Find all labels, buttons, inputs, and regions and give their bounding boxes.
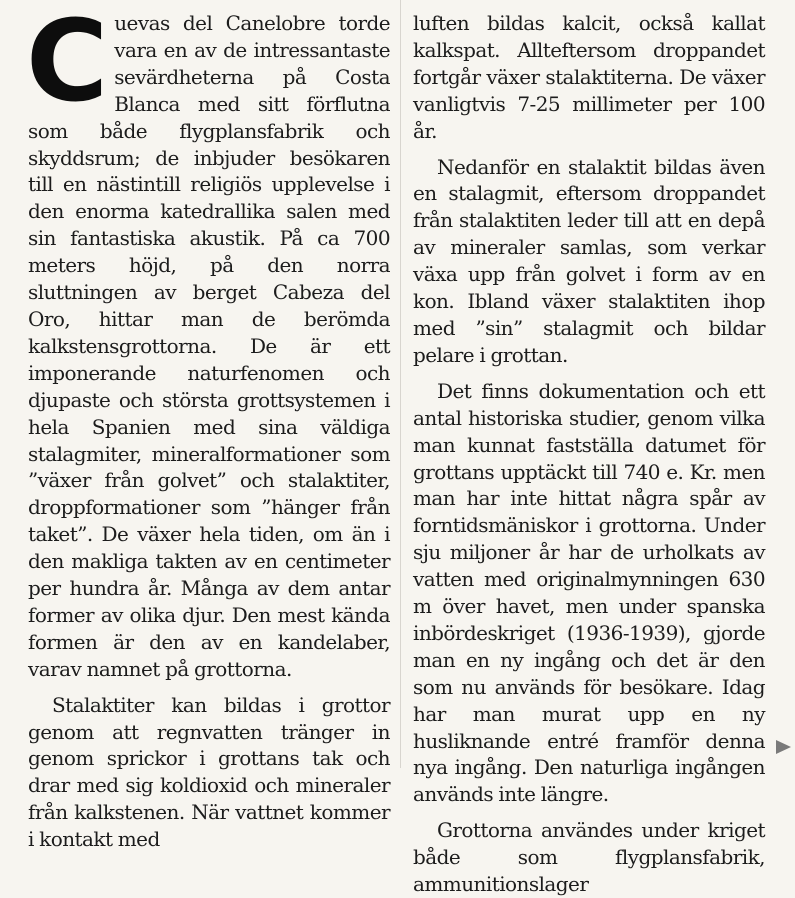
column-divider bbox=[400, 0, 401, 768]
intro-paragraph-text: uevas del Canelobre torde vara en av de intressantaste sevärdheterna på Costa Blanca med sitt förflutna som både flygplansfabrik och skyddsrum; de inbjuder besökaren till en nästintill religiös upplevelse i den enorma katedrallika salen med sin fantastiska akustik. På ca 700 meters höjd, på den norra sluttningen av berget Cabeza del Oro, hittar man de berömda kalkstensgrottorna. De är ett imponerande naturfenomen och djupaste och största grottsystemen i hela Spanien med sina väldiga stalagmiter, mineralformationer som ”växer från golvet” och stalaktiter, droppformationer som ”hänger från taket”. De växer hela tiden, om än i den makliga takten av en centimeter per hundra år. Många av dem antar former av olika djur. Den mest kända formen är den av en kandelaber, varav namnet på grottorna. bbox=[28, 11, 390, 681]
continue-arrow-icon bbox=[776, 740, 791, 754]
right-column bbox=[413, 10, 765, 898]
stalactite-paragraph: Stalaktiter kan bildas i grottor genom att regnvatten tränger in genom sprickor i grottans tak och drar med sig koldioxid och mineraler från kalkstenen. När vattnet kommer i kontakt med bbox=[28, 692, 390, 852]
history-paragraph: Det finns dokumentation och ett antal historiska studier, genom vilka man kunnat fastställa datumet för grottans upptäckt till 740 e. Kr. men man har inte hittat några spår av forntidsmäniskor i grottorna. Under sju miljoner år har de urholkats av vatten med originalmynningen 630 m över havet, men under spanska inbördeskriget (1936-1939), gjorde man en ny ingång och det är den som nu används för besökare. Idag har man murat upp en ny husliknande entré framför denna nya ingång. Den naturliga ingången används inte längre. bbox=[413, 378, 765, 807]
stalagmite-paragraph: Nedanför en stalaktit bildas även en stalagmit, eftersom droppandet från stalaktiten leder till att en depå av mineraler samlas, som verkar växa upp från golvet i form av en kon. Ibland växer stalaktiten ihop med ”sin” stalagmit och bildar pelare i grottan. bbox=[413, 154, 765, 367]
left-column bbox=[26, 0, 390, 853]
calcite-paragraph: luften bildas kalcit, också kallat kalkspat. Allteftersom droppandet fortgår växer stalaktiterna. De växer vanligtvis 7-25 millimeter per 100 år. bbox=[413, 11, 765, 143]
intro-paragraph bbox=[26, 0, 390, 683]
war-use-paragraph: Grottorna användes under kriget både som flygplansfabrik, ammunitionslager bbox=[413, 818, 765, 897]
drop-cap: C bbox=[26, 0, 109, 127]
